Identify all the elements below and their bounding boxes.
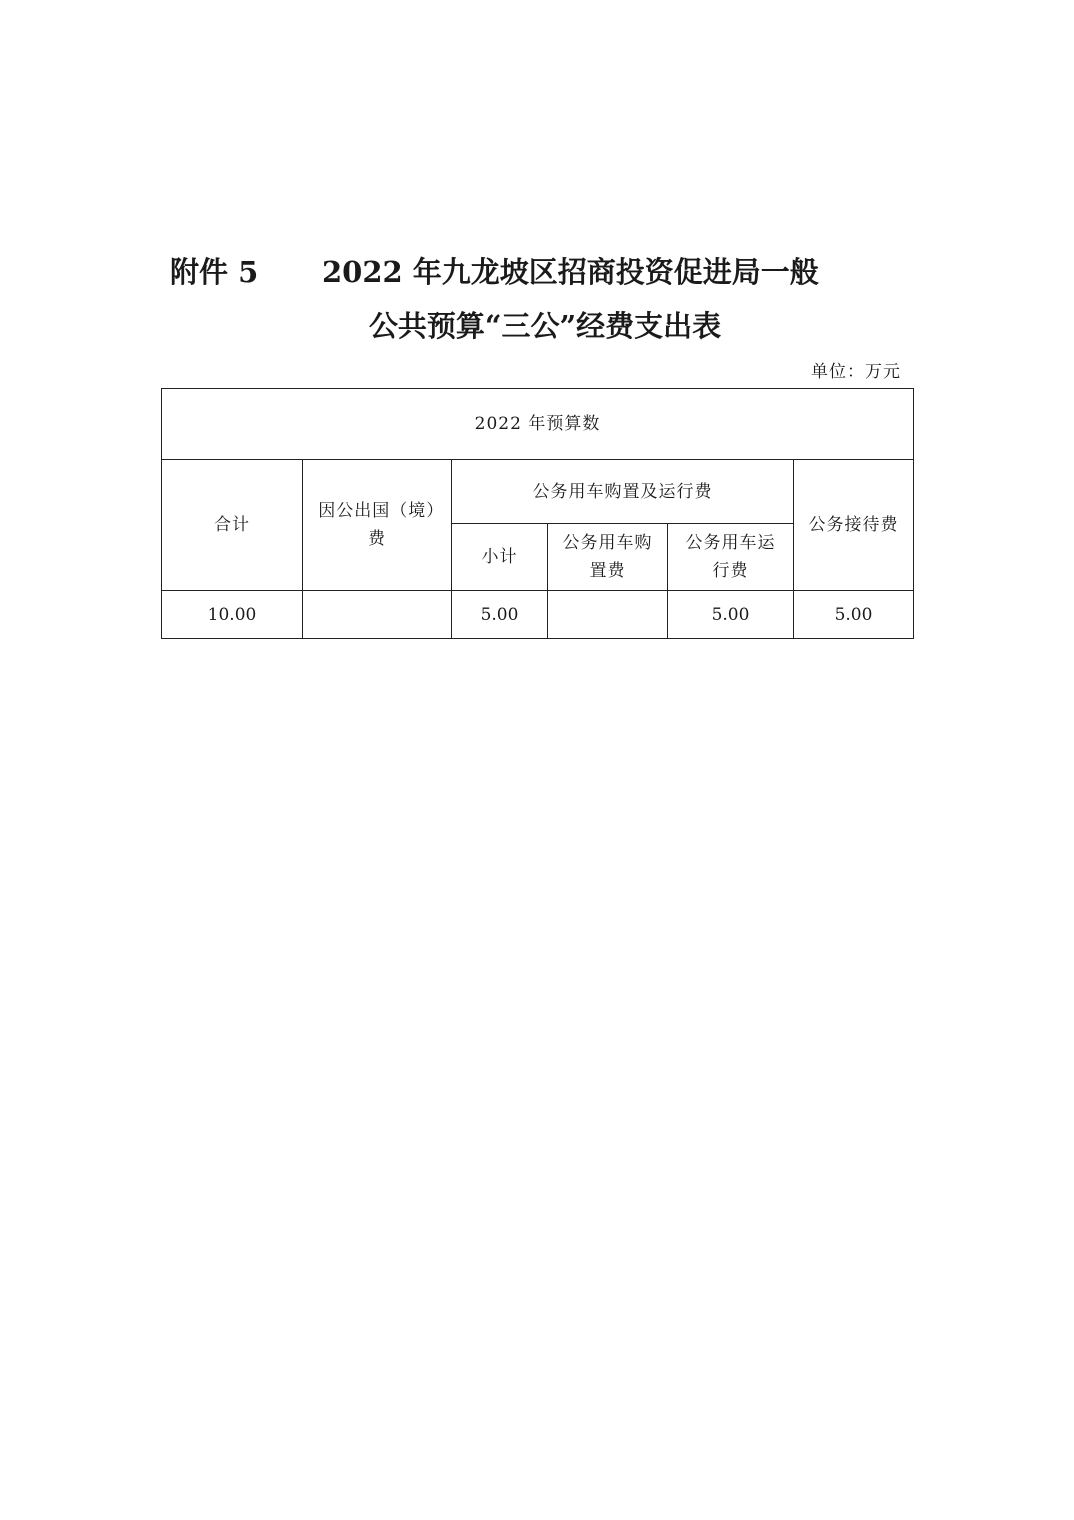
document-title-line2 — [0, 304, 1074, 345]
table-row — [162, 591, 914, 639]
header-vehicle-operation: 公务用车运行费 — [668, 524, 794, 591]
header-overseas: 因公出国（境）费 — [303, 460, 452, 591]
header-reception: 公务接待费 — [794, 460, 914, 591]
budget-table — [161, 388, 914, 639]
cell-vehicle-purchase — [548, 591, 668, 639]
header-total: 合计 — [162, 460, 303, 591]
cell-reception: 5.00 — [794, 591, 914, 639]
title-line2-text: 公共预算“三公”经费支出表 — [368, 309, 722, 343]
budget-year-header: 2022 年预算数 — [162, 389, 914, 460]
title-line1-text: 2022 年九龙坡区招商投资促进局一般 — [322, 255, 819, 289]
table-header-row-1 — [162, 460, 914, 524]
cell-vehicle-subtotal: 5.00 — [452, 591, 548, 639]
table-header-row-top — [162, 389, 914, 460]
cell-total: 10.00 — [162, 591, 303, 639]
header-vehicle-group: 公务用车购置及运行费 — [452, 460, 794, 524]
cell-vehicle-operation: 5.00 — [668, 591, 794, 639]
attachment-label: 附件 5 — [170, 255, 259, 289]
unit-label: 单位：万元 — [811, 362, 901, 382]
header-vehicle-purchase: 公务用车购置费 — [548, 524, 668, 591]
cell-overseas — [303, 591, 452, 639]
header-vehicle-subtotal: 小计 — [452, 524, 548, 591]
